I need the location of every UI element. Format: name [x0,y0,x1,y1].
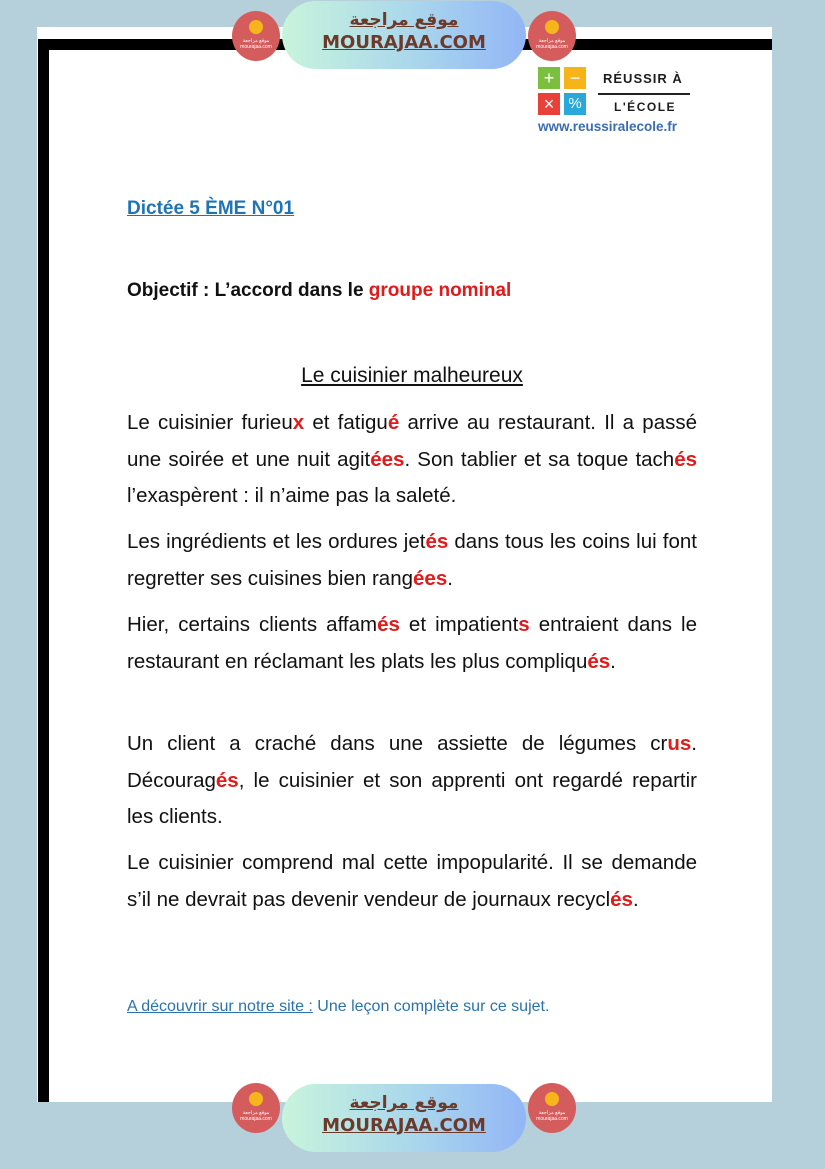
paragraph-3: Hier, certains clients affamés et impatients entraient dans le restaurant en réclamant les plats les plus compliqués. [127,613,697,673]
mourajaa-banner-bottom[interactable] [282,1084,526,1152]
objective [127,280,511,302]
objective-highlight: groupe nominal [368,280,512,301]
agreement-ending: és [587,649,611,673]
multiply-icon: × [538,93,560,115]
agreement-ending: é [387,411,400,434]
mourajaa-badge-icon: موقع مراجعة mourajaa.com [232,11,280,61]
mourajaa-banner[interactable] [282,1,526,69]
mourajaa-badge-icon: موقع مراجعة mourajaa.com [528,11,576,61]
banner-arabic-text: موقع مراجعة [349,10,459,30]
agreement-ending: us [667,732,692,755]
paragraph-4: Un client a craché dans une assiette de légumes crus. Découragés, le cuisinier et son apprenti ont regardé repartir les clients. [127,732,697,828]
paragraph-5: Le cuisinier comprend mal cette impopularité. Il se demande s’il ne devrait pas devenir vendeur de journaux recyclés. [127,851,697,911]
story-title: Le cuisinier malheureux [301,364,523,387]
objective-label: Objectif : L’accord dans le [127,280,369,301]
agreement-ending: ées [370,447,405,471]
document-title: Dictée 5 ÈME N°01 [127,198,295,219]
banner-latin-text: MOURAJAA.COM [322,1115,486,1136]
agreement-ending: és [610,887,633,911]
agreement-ending: x [292,411,305,434]
lesson-link-label[interactable]: A découvrir sur notre site : [127,998,313,1015]
mourajaa-badge-icon: موقع مراجعة mourajaa.com [528,1083,576,1133]
plus-icon: + [538,67,560,89]
logo-url[interactable]: www.reussiralecole.fr [538,119,678,134]
paragraph-1: Le cuisinier furieux et fatigué arrive au restaurant. Il a passé une soirée et une nuit agitées. Son tablier et sa toque tachés l’exaspèrent : il n’aime pas la saleté. [127,411,698,507]
lesson-link[interactable] [127,998,549,1016]
agreement-ending: és [674,447,698,471]
agreement-ending: és [377,613,400,636]
logo-line2: L'ÉCOLE [614,100,677,114]
minus-icon: − [564,67,586,89]
banner-latin-text: MOURAJAA.COM [322,32,486,53]
logo-divider [598,93,690,95]
percent-icon: % [564,93,586,115]
banner-arabic-text: موقع مراجعة [349,1093,459,1113]
agreement-ending: és [215,768,239,792]
mourajaa-badge-icon: موقع مراجعة mourajaa.com [232,1083,280,1133]
paragraph-2: Les ingrédients et les ordures jetés dans tous les coins lui font regretter ses cuisines bien rangées. [127,530,698,590]
agreement-ending: és [425,530,449,553]
agreement-ending: ées [413,566,448,590]
lesson-link-text[interactable]: Une leçon complète sur ce sujet. [312,998,550,1015]
page-border-left [38,39,49,1102]
agreement-ending: s [518,613,530,636]
logo-line1: RÉUSSIR À [603,71,683,86]
